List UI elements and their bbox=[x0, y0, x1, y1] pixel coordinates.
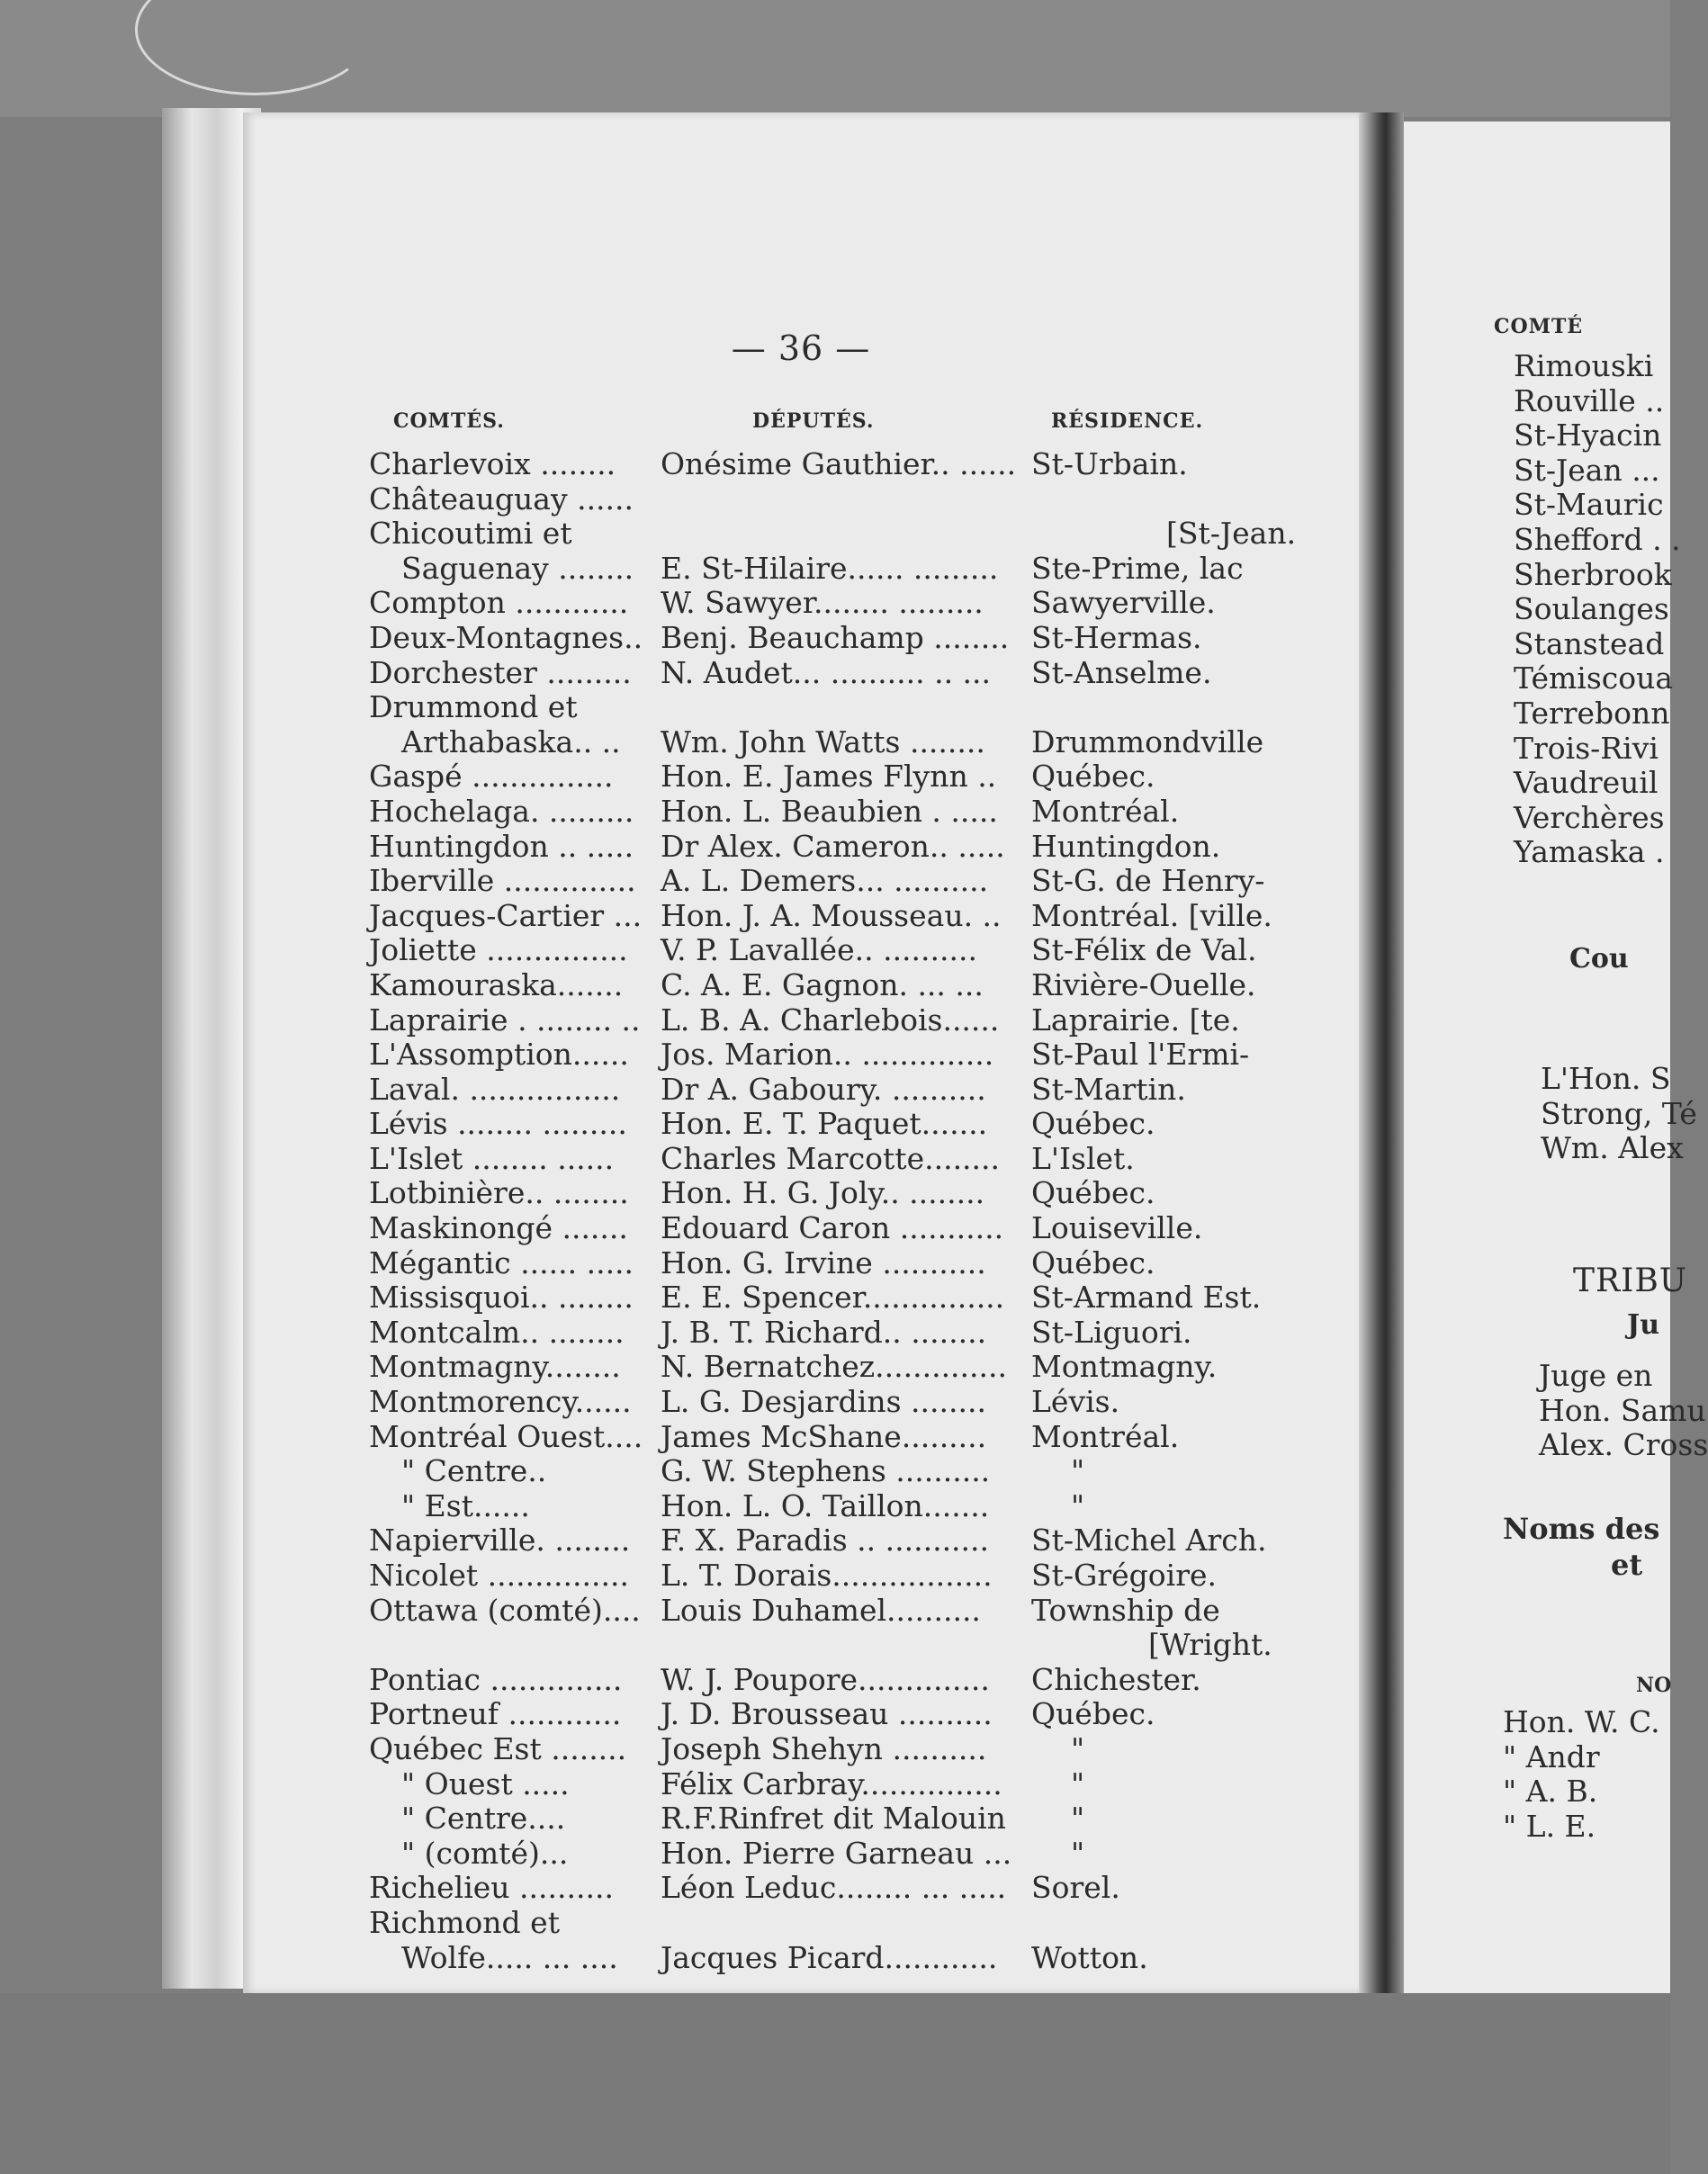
cell-residence: [St-Jean. bbox=[1166, 516, 1297, 552]
cell-county: L'Assomption...... bbox=[369, 1037, 629, 1073]
table-row bbox=[369, 447, 1359, 482]
cell-deputy: Dr Alex. Cameron.. ..... bbox=[661, 828, 1005, 864]
cell-residence: St-Michel Arch. bbox=[1031, 1523, 1267, 1559]
cell-county: Huntingdon .. ..... bbox=[369, 828, 634, 864]
table-row bbox=[369, 1316, 1359, 1351]
cell-deputy: E. St-Hilaire...... ......... bbox=[661, 550, 999, 586]
cell-residence: St-G. de Henry- bbox=[1031, 863, 1265, 899]
cell-residence: Montréal. bbox=[1031, 793, 1180, 829]
cell-deputy: Dr A. Gaboury. .......... bbox=[661, 1071, 986, 1107]
cell-deputy: Hon. L. Beaubien . ..... bbox=[661, 793, 998, 829]
list-item: Témiscoua bbox=[1514, 660, 1674, 696]
table-row bbox=[369, 1732, 1359, 1767]
table-row bbox=[369, 552, 1359, 587]
list-item: Rouville .. bbox=[1514, 382, 1665, 418]
cell-deputy: Charles Marcotte........ bbox=[661, 1140, 1001, 1176]
table-row bbox=[369, 1107, 1359, 1142]
right-section-heading: Cou bbox=[1569, 943, 1629, 975]
list-item: Trois-Rivi bbox=[1514, 730, 1659, 766]
table-row bbox=[369, 1280, 1359, 1316]
cell-county: Portneuf ............ bbox=[369, 1696, 622, 1732]
cell-county: Montréal Ouest.... bbox=[369, 1418, 643, 1454]
table-row bbox=[369, 1038, 1359, 1073]
cell-residence: Québec. bbox=[1031, 1244, 1155, 1280]
cell-deputy: N. Audet... .......... .. ... bbox=[661, 654, 992, 690]
table-row bbox=[369, 759, 1359, 795]
table-row bbox=[369, 1559, 1359, 1594]
cell-county: Compton ............ bbox=[369, 585, 629, 621]
cell-residence: " bbox=[1071, 1453, 1085, 1489]
cell-deputy: Hon. E. T. Paquet....... bbox=[661, 1106, 988, 1142]
page-number: — 36 — bbox=[731, 328, 871, 368]
cell-county: Napierville. ........ bbox=[369, 1523, 631, 1559]
list-item: Yamaska . bbox=[1514, 834, 1665, 870]
right-noms-heading: Noms des bbox=[1503, 1512, 1660, 1546]
cell-deputy: Benj. Beauchamp ........ bbox=[661, 619, 1010, 655]
table-row bbox=[369, 656, 1359, 691]
cell-county: Montmagny........ bbox=[369, 1349, 621, 1385]
cell-residence: Montréal. bbox=[1031, 1418, 1180, 1454]
cell-residence: Montréal. [ville. bbox=[1031, 897, 1272, 933]
cell-deputy: Joseph Shehyn .......... bbox=[661, 1730, 987, 1766]
cell-residence: St-Liguori. bbox=[1031, 1314, 1192, 1350]
list-item: Wm. Alex bbox=[1541, 1130, 1684, 1166]
cell-deputy: J. D. Brousseau .......... bbox=[661, 1696, 993, 1732]
cell-county: Dorchester ......... bbox=[369, 654, 632, 690]
cell-deputy: Hon. L. O. Taillon....... bbox=[661, 1487, 990, 1523]
cell-residence: Wotton. bbox=[1031, 1939, 1148, 1975]
cell-county: Missisquoi.. ........ bbox=[369, 1280, 634, 1316]
list-item: Vaudreuil bbox=[1514, 765, 1659, 801]
header-deputy: DÉPUTÉS. bbox=[752, 409, 875, 433]
table-row bbox=[369, 1385, 1359, 1420]
cell-county: Saguenay ........ bbox=[401, 550, 634, 586]
cell-residence: Québec. bbox=[1031, 1696, 1155, 1732]
cell-residence: Québec. bbox=[1031, 759, 1155, 795]
cell-deputy: James McShane......... bbox=[661, 1418, 987, 1454]
right-header-county: COMTÉ bbox=[1494, 315, 1584, 338]
table-row bbox=[369, 1073, 1359, 1108]
cell-deputy: Hon. Pierre Garneau ... bbox=[661, 1835, 1012, 1871]
cell-residence: " bbox=[1071, 1487, 1085, 1523]
table-row bbox=[369, 1176, 1359, 1211]
cell-residence: St-Urbain. bbox=[1031, 446, 1188, 481]
cell-county: Québec Est ........ bbox=[369, 1730, 627, 1766]
cell-county: Richmond et bbox=[369, 1904, 560, 1940]
table-row bbox=[369, 1941, 1359, 1976]
cell-residence: Québec. bbox=[1031, 1106, 1155, 1142]
table-row bbox=[369, 1142, 1359, 1177]
right-page bbox=[1404, 121, 1708, 1993]
list-item: Juge en bbox=[1539, 1358, 1653, 1393]
table-row bbox=[369, 864, 1359, 899]
list-item: St-Hyacin bbox=[1514, 418, 1662, 454]
cell-county: " Centre.. bbox=[401, 1453, 547, 1489]
table-row bbox=[369, 517, 1359, 552]
right-county-list bbox=[1514, 349, 1681, 870]
cell-deputy: W. J. Poupore.............. bbox=[661, 1661, 990, 1697]
table-row bbox=[369, 830, 1359, 865]
cell-county: Kamouraska....... bbox=[369, 966, 624, 1002]
cell-county: Montcalm.. ........ bbox=[369, 1314, 625, 1350]
table-row bbox=[369, 482, 1359, 517]
table-row bbox=[369, 968, 1359, 1003]
table-row bbox=[369, 933, 1359, 968]
cell-county: Deux-Montagnes.. bbox=[369, 619, 643, 655]
list-item: Hon. W. C. bbox=[1503, 1704, 1660, 1739]
list-item: Terrebonn bbox=[1514, 695, 1670, 731]
cell-residence: Ste-Prime, lac bbox=[1031, 550, 1244, 586]
cell-county: Lotbinière.. ........ bbox=[369, 1175, 629, 1211]
cell-residence: Laprairie. [te. bbox=[1031, 1002, 1240, 1038]
cell-residence: Sawyerville. bbox=[1031, 585, 1216, 621]
cell-deputy: Louis Duhamel.......... bbox=[661, 1592, 981, 1628]
list-item: Verchères bbox=[1514, 799, 1665, 835]
cell-deputy: R.F.Rinfret dit Malouin bbox=[661, 1801, 1006, 1837]
list-item: St-Mauric bbox=[1514, 487, 1664, 523]
cell-deputy: Hon. E. James Flynn .. bbox=[661, 759, 997, 795]
cell-county: Maskinongé ....... bbox=[369, 1210, 628, 1246]
cell-county: " Centre.... bbox=[401, 1801, 566, 1837]
list-item: L'Hon. S bbox=[1541, 1061, 1671, 1096]
cell-deputy: Wm. John Watts ........ bbox=[661, 723, 985, 759]
table-row bbox=[369, 725, 1359, 760]
table-row bbox=[369, 1420, 1359, 1455]
cell-deputy: F. X. Paradis .. ........... bbox=[661, 1523, 990, 1559]
cell-county: Drummond et bbox=[369, 689, 578, 725]
table-row bbox=[369, 1246, 1359, 1281]
cell-residence: Huntingdon. bbox=[1031, 828, 1221, 864]
list-item: Alex. Cross bbox=[1539, 1427, 1708, 1463]
cell-residence: Québec. bbox=[1031, 1175, 1155, 1211]
right-noms-heading-2: et bbox=[1611, 1548, 1643, 1582]
right-tribunal-heading: TRIBU bbox=[1573, 1262, 1688, 1299]
list-item: " L. E. bbox=[1503, 1808, 1596, 1844]
cell-deputy: C. A. E. Gagnon. ... ... bbox=[661, 966, 984, 1002]
cell-deputy: Jos. Marion.. .............. bbox=[661, 1037, 994, 1073]
cell-residence: Montmagny. bbox=[1031, 1349, 1218, 1385]
cell-residence: " bbox=[1071, 1801, 1085, 1837]
cell-residence: Chichester. bbox=[1031, 1661, 1201, 1697]
list-item: Soulanges bbox=[1514, 591, 1669, 627]
cell-county: Pontiac .............. bbox=[369, 1661, 623, 1697]
cell-deputy: Léon Leduc........ ... ..... bbox=[661, 1870, 1007, 1906]
cell-residence: St-Armand Est. bbox=[1031, 1280, 1262, 1316]
cell-county: Richelieu .......... bbox=[369, 1870, 614, 1906]
cell-residence: St-Paul l'Ermi- bbox=[1031, 1037, 1250, 1073]
table-row bbox=[369, 1906, 1359, 1941]
cell-county: L'Islet ........ ...... bbox=[369, 1140, 615, 1176]
table-row bbox=[369, 1697, 1359, 1732]
cell-deputy: Edouard Caron ........... bbox=[661, 1210, 1004, 1246]
table-row bbox=[369, 1594, 1359, 1629]
table-row bbox=[369, 586, 1359, 621]
cell-county: " Ouest ..... bbox=[401, 1765, 570, 1801]
cell-county: Lévis ........ ......... bbox=[369, 1106, 627, 1142]
cell-deputy: Hon. J. A. Mousseau. .. bbox=[661, 897, 1002, 933]
table-row bbox=[369, 795, 1359, 830]
table-row bbox=[369, 1523, 1359, 1559]
list-item: Hon. Samu bbox=[1539, 1392, 1706, 1428]
list-item: Shefford . . bbox=[1514, 521, 1681, 557]
cell-county: Chicoutimi et bbox=[369, 516, 572, 552]
header-residence: RÉSIDENCE. bbox=[1051, 409, 1204, 433]
cell-county: Nicolet ............... bbox=[369, 1558, 629, 1593]
cell-county: Montmorency...... bbox=[369, 1384, 632, 1420]
right-names-list-2 bbox=[1539, 1359, 1708, 1463]
table-row bbox=[369, 1350, 1359, 1385]
cell-residence: Rivière-Ouelle. bbox=[1031, 966, 1256, 1002]
table-row bbox=[369, 690, 1359, 725]
deputies-table bbox=[369, 447, 1359, 1975]
cell-county: " Est...... bbox=[401, 1487, 530, 1523]
cell-county: Jacques-Cartier ... bbox=[369, 897, 643, 933]
cell-deputy: L. G. Desjardins ........ bbox=[661, 1384, 986, 1420]
cell-deputy: Onésime Gauthier.. ...... bbox=[661, 446, 1017, 481]
table-row bbox=[369, 1767, 1359, 1802]
cell-deputy: W. Sawyer........ ......... bbox=[661, 585, 984, 621]
cell-deputy: Hon. G. Irvine ........... bbox=[661, 1244, 986, 1280]
cell-residence: L'Islet. bbox=[1031, 1140, 1135, 1176]
cell-deputy: L. T. Dorais................. bbox=[661, 1558, 993, 1593]
table-row bbox=[369, 1871, 1359, 1906]
right-no-heading: NO bbox=[1636, 1674, 1672, 1697]
cell-residence: St-Grégoire. bbox=[1031, 1558, 1218, 1593]
right-names-list-3 bbox=[1503, 1705, 1660, 1844]
header-county: COMTÉS. bbox=[393, 409, 505, 433]
list-item: Sherbrook bbox=[1514, 556, 1672, 592]
cell-residence: " bbox=[1071, 1835, 1085, 1871]
cell-deputy: V. P. Lavallée.. .......... bbox=[661, 932, 977, 968]
list-item: Stanstead bbox=[1514, 625, 1665, 661]
book-gutter bbox=[1359, 112, 1404, 1993]
cell-residence: " bbox=[1071, 1730, 1085, 1766]
cell-residence: Lévis. bbox=[1031, 1384, 1120, 1420]
cell-county: Ottawa (comté).... bbox=[369, 1592, 641, 1628]
table-row bbox=[369, 1663, 1359, 1698]
cell-residence: St-Anselme. bbox=[1031, 654, 1212, 690]
cell-residence: [Wright. bbox=[1148, 1627, 1272, 1663]
cell-residence: Sorel. bbox=[1031, 1870, 1120, 1906]
table-row bbox=[369, 1003, 1359, 1038]
cell-deputy: Hon. H. G. Joly.. ........ bbox=[661, 1175, 985, 1211]
cell-county: " (comté)... bbox=[401, 1835, 569, 1871]
cell-county: Laval. ................ bbox=[369, 1071, 621, 1107]
list-item: " Andr bbox=[1503, 1738, 1600, 1774]
cell-deputy: J. B. T. Richard.. ........ bbox=[661, 1314, 987, 1350]
table-row bbox=[369, 899, 1359, 934]
cell-county: Iberville .............. bbox=[369, 863, 636, 899]
cell-residence: St-Martin. bbox=[1031, 1071, 1186, 1107]
table-row bbox=[369, 1837, 1359, 1872]
list-item: " A. B. bbox=[1503, 1774, 1598, 1810]
cell-county: Mégantic ...... ..... bbox=[369, 1244, 634, 1280]
table-row bbox=[369, 1454, 1359, 1489]
table-row bbox=[369, 1628, 1359, 1663]
cell-county: Gaspé ............... bbox=[369, 759, 614, 795]
table-row bbox=[369, 1801, 1359, 1837]
cell-residence: St-Hermas. bbox=[1031, 619, 1202, 655]
cell-county: Joliette ............... bbox=[369, 932, 628, 968]
cell-deputy: Félix Carbray............... bbox=[661, 1765, 1002, 1801]
cell-deputy: L. B. A. Charlebois...... bbox=[661, 1002, 1000, 1038]
cell-residence: Drummondville bbox=[1031, 723, 1264, 759]
cell-county: Wolfe..... ... .... bbox=[401, 1939, 618, 1975]
cell-county: Arthabaska.. .. bbox=[401, 723, 621, 759]
cell-deputy: Jacques Picard............ bbox=[661, 1939, 998, 1975]
left-page bbox=[243, 112, 1359, 1993]
table-row bbox=[369, 621, 1359, 656]
cell-county: Charlevoix ........ bbox=[369, 446, 616, 481]
list-item: Strong, Té bbox=[1541, 1095, 1697, 1131]
table-row bbox=[369, 1211, 1359, 1246]
cell-residence: Louiseville. bbox=[1031, 1210, 1203, 1246]
cell-deputy: A. L. Demers... .......... bbox=[661, 863, 989, 899]
right-names-list-1 bbox=[1541, 1062, 1697, 1166]
list-item: Rimouski bbox=[1514, 348, 1654, 383]
cell-residence: St-Félix de Val. bbox=[1031, 932, 1257, 968]
cell-county: Laprairie . ........ .. bbox=[369, 1002, 641, 1038]
cell-residence: " bbox=[1071, 1765, 1085, 1801]
cell-county: Châteauguay ...... bbox=[369, 481, 634, 517]
cell-county: Hochelaga. ......... bbox=[369, 793, 634, 829]
list-item: St-Jean ... bbox=[1514, 452, 1660, 488]
cell-deputy: N. Bernatchez.............. bbox=[661, 1349, 1007, 1385]
cell-residence: Township de bbox=[1031, 1592, 1220, 1628]
table-row bbox=[369, 1489, 1359, 1524]
cell-deputy: G. W. Stephens .......... bbox=[661, 1453, 991, 1489]
right-tribunal-sub: Ju bbox=[1627, 1309, 1660, 1341]
scan-background-bottom bbox=[0, 1993, 1670, 2174]
cell-deputy: E. E. Spencer............... bbox=[661, 1280, 1005, 1316]
